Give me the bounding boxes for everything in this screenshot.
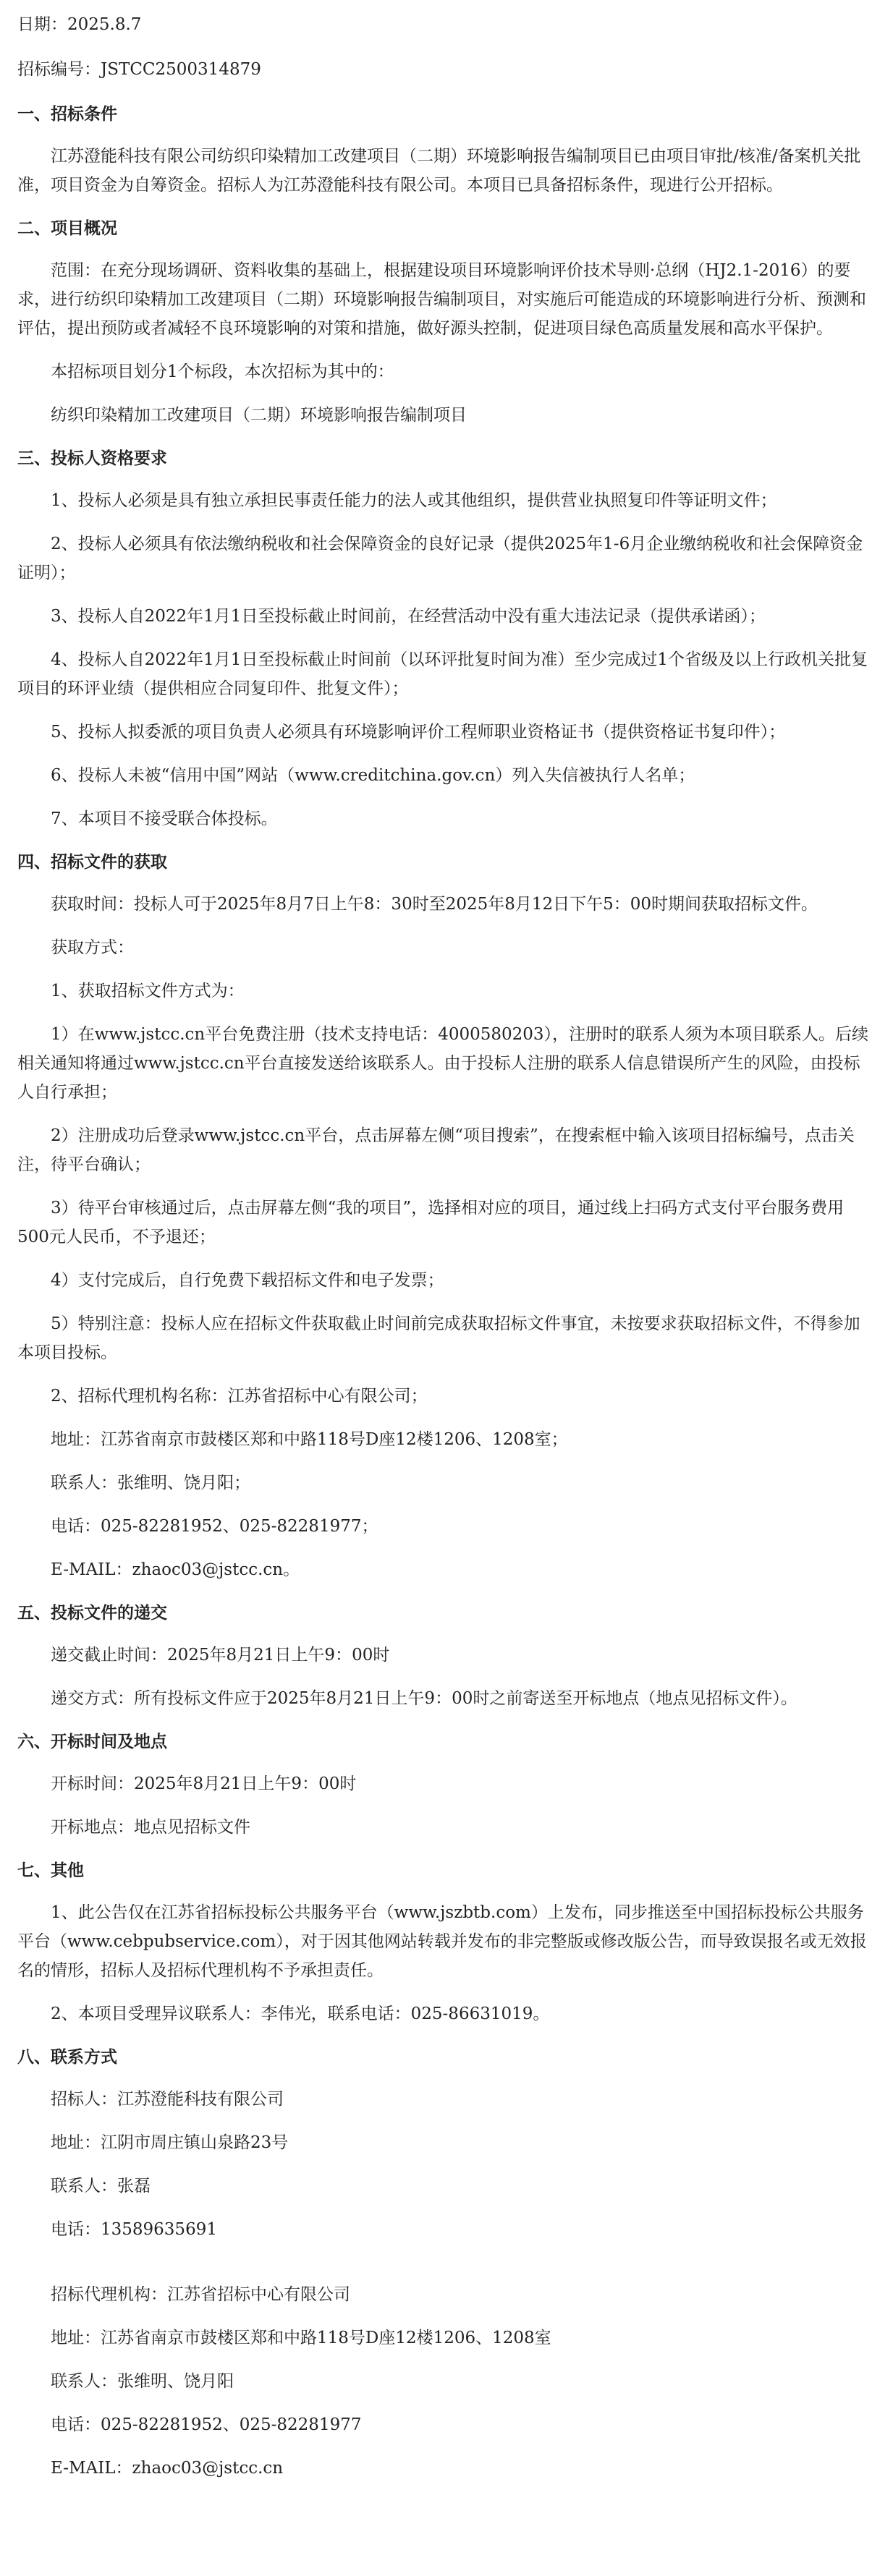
list-item: 3、投标人自2022年1月1日至投标截止时间前，在经营活动中没有重大违法记录（提供承诺函）； bbox=[51, 607, 766, 626]
paragraph: 1、获取招标文件方式为： bbox=[51, 982, 245, 1000]
paragraph: 获取时间：投标人可于2025年8月7日上午8：30时至2025年8月12日下午5：00时期间获取招标文件。 bbox=[51, 895, 818, 914]
paragraph: 获取方式： bbox=[51, 938, 134, 957]
section-title-bid-conditions: 一、招标条件 bbox=[17, 104, 117, 124]
date-line: 日期：2025.8.7 bbox=[17, 15, 142, 34]
paragraph: 2、招标代理机构名称：江苏省招标中心有限公司； bbox=[51, 1387, 428, 1406]
section-title-contact: 八、联系方式 bbox=[17, 2047, 117, 2067]
paragraph: 江苏澄能科技有限公司纺织印染精加工改建项目（二期）环境影响报告编制项目已由项目审批/核准/备案机关批准，项目资金为自筹资金。招标人为江苏澄能科技有限公司。本项目已具备招标条件，现进行公开招标。 bbox=[17, 147, 861, 195]
phone-line: 电话：025-82281952、025-82281977； bbox=[51, 1517, 378, 1536]
list-item: 2、投标人必须具有依法缴纳税收和社会保障资金的良好记录（提供2025年1-6月企业缴纳税收和社会保障资金证明）； bbox=[17, 535, 863, 582]
paragraph: 纺织印染精加工改建项目（二期）环境影响报告编制项目 bbox=[51, 406, 467, 425]
address-line: 地址：江阴市周庄镇山泉路23号 bbox=[51, 2133, 289, 2152]
section-title-opening: 六、开标时间及地点 bbox=[17, 1732, 167, 1751]
tenderer-line: 招标人：江苏澄能科技有限公司 bbox=[51, 2090, 284, 2109]
list-item: 4、投标人自2022年1月1日至投标截止时间前（以环评批复时间为准）至少完成过1个省级及以上行政机关批复项目的环评业绩（提供相应合同复印件、批复文件）； bbox=[17, 650, 868, 698]
email-line: E-MAIL：zhaoc03@jstcc.cn bbox=[51, 2459, 284, 2478]
paragraph: 范围：在充分现场调研、资料收集的基础上，根据建设项目环境影响评价技术导则·总纲（HJ2.1-2016）的要求，进行纺织印染精加工改建项目（二期）环境影响报告编制项目，对实施后可能造成的环境影响进行分析、预测和评估，提出预防或者减轻不良环境影响的对策和措施，做好源头控制，促进项目绿色高质量发展和高水平保护。 bbox=[17, 261, 866, 338]
address-line: 地址：江苏省南京市鼓楼区郑和中路118号D座12楼1206、1208室 bbox=[51, 2329, 551, 2347]
phone-line: 电话：025-82281952、025-82281977 bbox=[51, 2415, 362, 2434]
paragraph: 开标地点：地点见招标文件 bbox=[51, 1818, 250, 1837]
list-item: 4）支付完成后，自行免费下载招标文件和电子发票； bbox=[51, 1271, 444, 1290]
list-item: 2）注册成功后登录www.jstcc.cn平台，点击屏幕左侧“项目搜索”，在搜索框中输入该项目招标编号，点击关注，待平台确认； bbox=[17, 1126, 855, 1174]
contact-line: 联系人：张磊 bbox=[51, 2177, 151, 2195]
section-title-other: 七、其他 bbox=[17, 1861, 84, 1880]
section-title-project-overview: 二、项目概况 bbox=[17, 218, 117, 238]
phone-line: 电话：13589635691 bbox=[51, 2220, 217, 2239]
list-item: 5、投标人拟委派的项目负责人必须具有环境影响评价工程师职业资格证书（提供资格证书复印件）； bbox=[51, 723, 786, 741]
list-item: 3）待平台审核通过后，点击屏幕左侧“我的项目”，选择相对应的项目，通过线上扫码方式支付平台服务费用500元人民币，不予退还； bbox=[17, 1199, 845, 1246]
list-item: 1、投标人必须是具有独立承担民事责任能力的法人或其他组织，提供营业执照复印件等证明文件； bbox=[51, 491, 777, 510]
paragraph: 开标时间：2025年8月21日上午9：00时 bbox=[51, 1774, 357, 1793]
section-title-qualification: 三、投标人资格要求 bbox=[17, 449, 167, 468]
paragraph: 2、本项目受理异议联系人：李伟光，联系电话：025-86631019。 bbox=[51, 2005, 550, 2023]
email-line: E-MAIL：zhaoc03@jstcc.cn。 bbox=[51, 1560, 300, 1579]
spacer bbox=[17, 2258, 876, 2280]
section-title-submission: 五、投标文件的递交 bbox=[17, 1603, 167, 1623]
agency-line: 招标代理机构：江苏省招标中心有限公司 bbox=[51, 2285, 350, 2304]
list-item: 7、本项目不接受联合体投标。 bbox=[51, 809, 278, 828]
paragraph: 递交截止时间：2025年8月21日上午9：00时 bbox=[51, 1646, 390, 1665]
contact-line: 联系人：张维明、饶月阳 bbox=[51, 2372, 234, 2391]
list-item: 5）特别注意：投标人应在招标文件获取截止时间前完成获取招标文件事宜，未按要求获取招标文件，不得参加本项目投标。 bbox=[17, 1314, 860, 1362]
paragraph: 本招标项目划分1个标段，本次招标为其中的： bbox=[51, 362, 394, 381]
contact-line: 联系人：张维明、饶月阳； bbox=[51, 1474, 250, 1492]
section-title-document-acquisition: 四、招标文件的获取 bbox=[17, 852, 167, 872]
paragraph: 递交方式：所有投标文件应于2025年8月21日上午9：00时之前寄送至开标地点（地点见招标文件）。 bbox=[51, 1689, 797, 1708]
list-item: 6、投标人未被“信用中国”网站（www.creditchina.gov.cn）列入失信被执行人名单； bbox=[51, 766, 695, 785]
address-line: 地址：江苏省南京市鼓楼区郑和中路118号D座12楼1206、1208室； bbox=[51, 1430, 568, 1449]
paragraph: 1、此公告仅在江苏省招标投标公共服务平台（www.jszbtb.com）上发布，同步推送至中国招标投标公共服务平台（www.cebpubservice.com），对于因其他网站转载并发布的非完整版或修改版公告，而导致误报名或无效报名的情形，招标人及招标代理机构不予承担责任。 bbox=[17, 1903, 867, 1980]
bid-number-line: 招标编号：JSTCC2500314879 bbox=[17, 60, 261, 79]
list-item: 1）在www.jstcc.cn平台免费注册（技术支持电话：4000580203），注册时的联系人须为本项目联系人。后续相关通知将通过www.jstcc.cn平台直接发送给该联系人。由于投标人注册的联系人信息错误所产生的风险，由投标人自行承担； bbox=[17, 1025, 869, 1102]
